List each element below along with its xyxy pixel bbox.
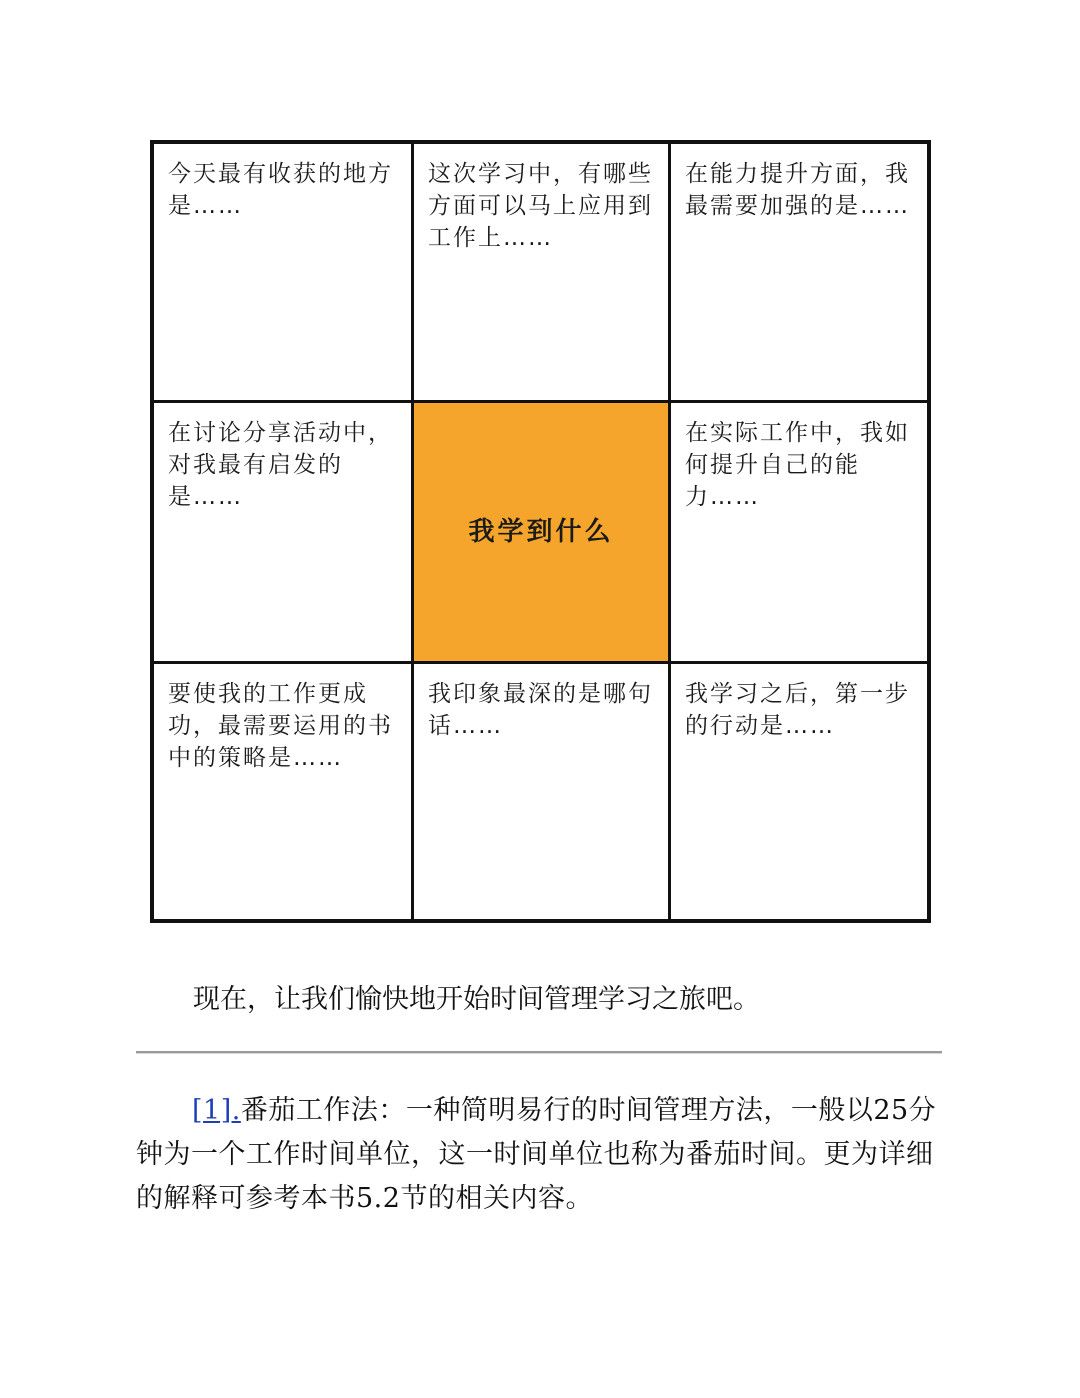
grid-cell-bottom-center: 我印象最深的是哪句话……	[414, 664, 668, 919]
closing-paragraph: 现在，让我们愉快地开始时间管理学习之旅吧。	[193, 984, 760, 1015]
footnote	[136, 1089, 946, 1221]
footnote-link[interactable]: [1].	[192, 1095, 241, 1126]
grid-cell-bottom-right: 我学习之后，第一步的行动是……	[671, 664, 927, 919]
grid-cell-top-right: 在能力提升方面，我最需要加强的是……	[671, 144, 927, 400]
grid-cell-center	[414, 403, 668, 661]
reflection-grid	[150, 140, 931, 923]
grid-cell-middle-right: 在实际工作中，我如何提升自己的能力……	[671, 403, 927, 661]
grid-center-title: 我学到什么	[468, 517, 614, 547]
grid-cell-top-center: 这次学习中，有哪些方面可以马上应用到工作上……	[414, 144, 668, 400]
grid-cell-top-left: 今天最有收获的地方是……	[154, 144, 411, 400]
grid-cell-middle-left: 在讨论分享活动中，对我最有启发的是……	[154, 403, 411, 661]
footnote-divider	[136, 1051, 942, 1054]
grid-cell-bottom-left: 要使我的工作更成功，最需要运用的书中的策略是……	[154, 664, 411, 919]
footnote-text: 番茄工作法：一种简明易行的时间管理方法，一般以25分钟为一个工作时间单位，这一时间单位也称为番茄时间。更为详细的解释可参考本书5.2节的相关内容。	[136, 1095, 937, 1214]
